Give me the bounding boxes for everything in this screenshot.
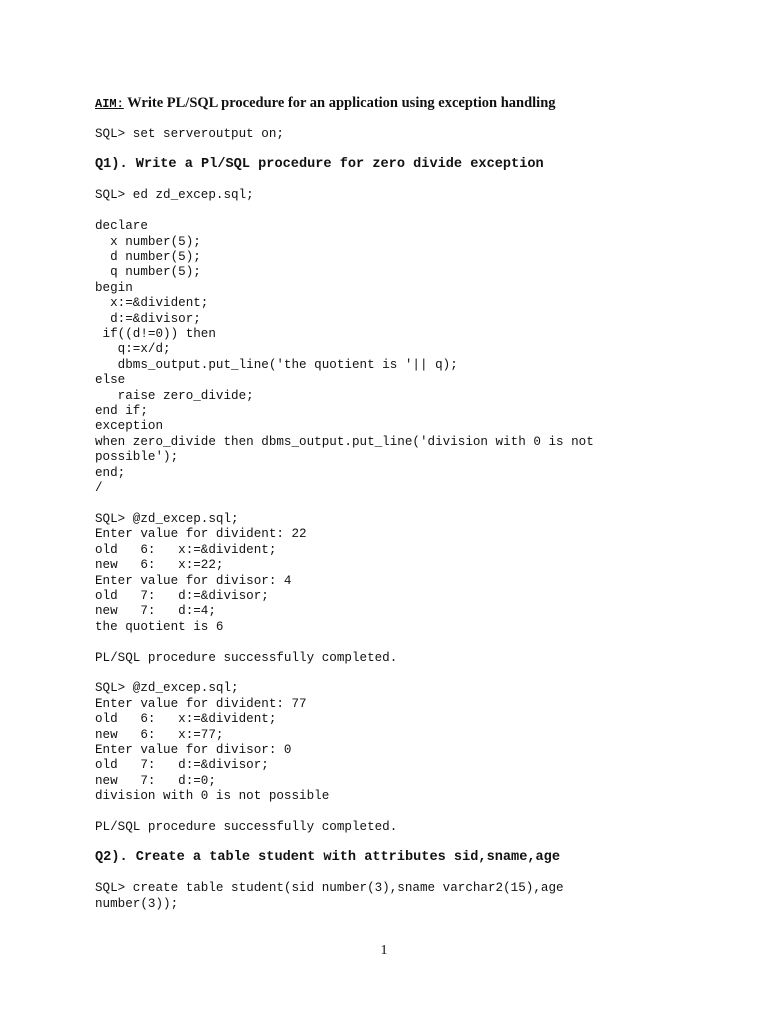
page-number: 1 (380, 943, 388, 958)
output-line: old 7: d:=&divisor; (95, 588, 269, 603)
code-line: declare (95, 219, 148, 234)
output-line: SQL> @zd_excep.sql; (95, 681, 239, 696)
code-line: if((d!=0)) then (95, 327, 216, 342)
code-line: end if; (95, 404, 148, 419)
code-line: end; (95, 465, 126, 480)
code-line: dbms_output.put_line('the quotient is '|| q); (95, 357, 458, 372)
q2-create-command (95, 881, 715, 912)
output-line: Enter value for divisor: 4 (95, 573, 292, 588)
code-line: when zero_divide then dbms_output.put_line('division with 0 is not (95, 434, 594, 449)
output-line: old 6: x:=&divident; (95, 542, 277, 557)
code-line: begin (95, 280, 133, 295)
aim-text: Write PL/SQL procedure for an application using exception handling (123, 95, 556, 111)
output-line: the quotient is 6 (95, 619, 224, 634)
q1-edit-command: SQL> ed zd_excep.sql; (95, 188, 254, 203)
q1-run2-output (95, 681, 715, 804)
aim-heading (95, 94, 715, 113)
code-line: possible'); (95, 450, 179, 465)
output-line: old 6: x:=&divident; (95, 712, 277, 727)
code-line: exception (95, 419, 164, 434)
code-line: else (95, 373, 126, 388)
q1-run2-completed: PL/SQL procedure successfully completed. (95, 819, 398, 834)
q1-code-block (95, 219, 715, 496)
output-line: new 6: x:=22; (95, 558, 224, 573)
aim-label: AIM: (95, 97, 124, 111)
code-line: d number(5); (95, 250, 201, 265)
serveroutput-command: SQL> set serveroutput on; (95, 127, 284, 141)
q1-run1-completed: PL/SQL procedure successfully completed. (95, 650, 398, 665)
code-line: x:=&divident; (95, 296, 209, 311)
q2-heading: Q2). Create a table student with attributes sid,sname,age (95, 850, 560, 866)
code-line: x number(5); (95, 234, 201, 249)
output-line: Enter value for divident: 77 (95, 696, 307, 711)
code-line: SQL> create table student(sid number(3),sname varchar2(15),age (95, 881, 564, 896)
output-line: Enter value for divident: 22 (95, 527, 307, 542)
code-line: q:=x/d; (95, 342, 171, 357)
output-line: Enter value for divisor: 0 (95, 742, 292, 757)
output-line: new 7: d:=4; (95, 604, 216, 619)
code-line: d:=&divisor; (95, 311, 201, 326)
code-line: / (95, 481, 103, 496)
code-line: raise zero_divide; (95, 388, 254, 403)
output-line: SQL> @zd_excep.sql; (95, 511, 239, 526)
code-line: q number(5); (95, 265, 201, 280)
q1-heading: Q1). Write a Pl/SQL procedure for zero divide exception (95, 157, 544, 173)
document-page (95, 94, 715, 912)
output-line: new 6: x:=77; (95, 727, 224, 742)
output-line: division with 0 is not possible (95, 789, 330, 804)
output-line: old 7: d:=&divisor; (95, 758, 269, 773)
q1-run1-output (95, 512, 715, 635)
output-line: new 7: d:=0; (95, 773, 216, 788)
code-line: number(3)); (95, 896, 179, 911)
